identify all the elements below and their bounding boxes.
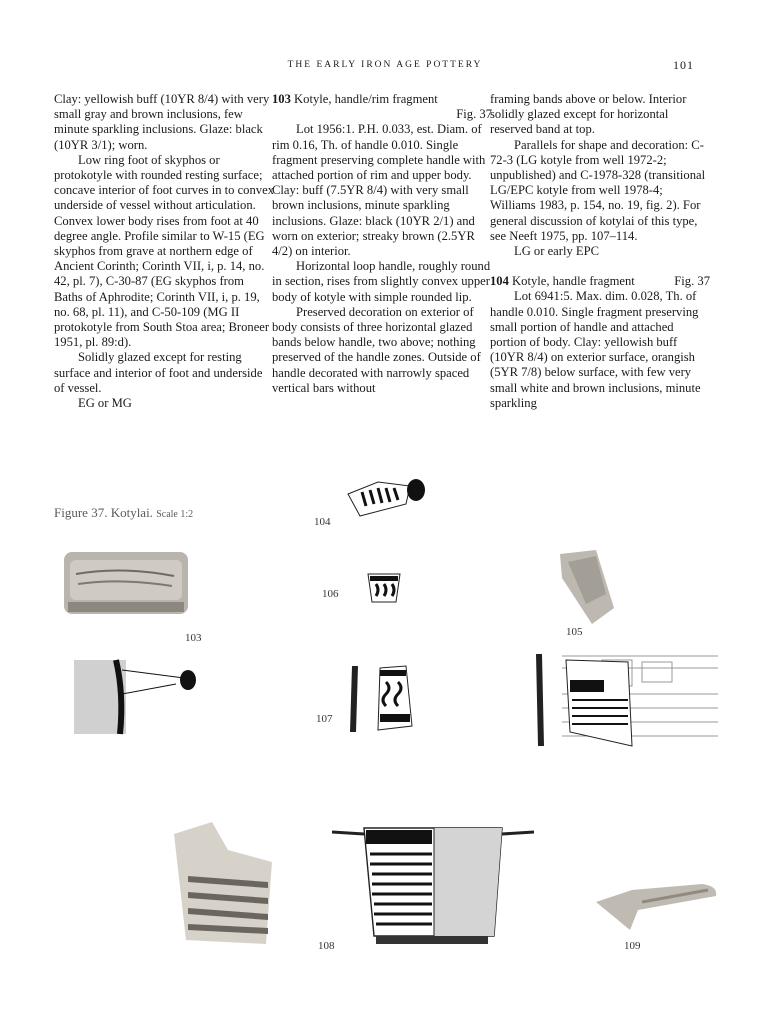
catalog-title: Kotyle, handle/rim fragment — [294, 92, 438, 106]
catalog-number: 104 — [490, 274, 509, 289]
date-attribution: EG or MG — [78, 396, 132, 411]
handle-description: Horizontal loop handle, roughly round in section, rises from slightly convex upper body of kotyle with simple rounded lip. — [272, 259, 491, 304]
figure-label-103: 103 — [185, 632, 202, 644]
sherd-105-photo — [556, 548, 618, 626]
page-number: 101 — [673, 58, 694, 72]
date-attribution: LG or early EPC — [514, 244, 599, 259]
figure-label-109: 109 — [624, 940, 641, 952]
clay-description: Clay: yellowish buff (10YR 8/4) with very small gray and brown inclusions, few minute sparkling inclusions. Glaze: black (10YR 3/1); worn. — [54, 92, 270, 152]
text-column-1 — [54, 92, 274, 411]
catalog-title: Kotyle, handle fragment — [512, 274, 635, 289]
decoration-description: Solidly glazed except for resting surface and interior of foot and underside of vessel. — [54, 350, 263, 395]
continued-text: framing bands above or below. Interior solidly glazed except for horizontal reserved band at top. — [490, 92, 687, 137]
figure-label-108: 108 — [318, 940, 335, 952]
figure-label-104: 104 — [314, 516, 331, 528]
decoration-description: Preserved decoration on exterior of body consists of three horizontal glazed bands below handle, two above; nothing preserved of the handle zones. Outside of handle decorated with narrowly spaced vertical bars without — [272, 304, 481, 395]
figure-title: Figure 37. Kotylai. — [54, 505, 153, 520]
running-head — [0, 58, 770, 74]
parallels-paragraph: Parallels for shape and decoration: C-72-3 (LG kotyle from well 1972-2; unpublished) and C-1978-328 (transitional LG/EPC kotyle from well 1978-4; Williams 1983, p. 154, no. 19, fig. 2). For general discussion of kotylai of this type, see Neeft 1975, pp. 107–114. — [490, 137, 706, 243]
sherd-107-drawing — [346, 660, 420, 742]
figure-reference: Fig. 37 — [456, 107, 492, 122]
kotyle-108-photo — [168, 820, 280, 948]
text-column-3 — [490, 92, 710, 411]
kotyle-103-photo — [62, 546, 190, 622]
entry-details: Lot 1956:1. P.H. 0.033, est. Diam. of rim 0.16, Th. of handle 0.010. Single fragment preserving complete handle with attached portion of rim and upper body. Clay: buff (7.5YR 8/4) with very small brown inclusions, minute sparkling inclusions. Glaze: black (10YR 2/1) and worn on exterior; streaky brown (2.5YR 4/2) on interior. — [272, 122, 486, 259]
figure-caption — [54, 505, 193, 521]
sherd-106-drawing — [366, 570, 404, 606]
figure-label-107: 107 — [316, 713, 333, 725]
figure-reference: Fig. 37 — [674, 274, 710, 289]
sherd-105-drawing — [532, 650, 722, 750]
handle-109-photo — [592, 880, 722, 934]
figure-label-105: 105 — [566, 626, 583, 638]
kotyle-103-profile — [72, 654, 204, 736]
catalog-number: 103 — [272, 92, 291, 106]
running-title: THE EARLY IRON AGE POTTERY — [287, 60, 483, 70]
entry-details: Lot 6941:5. Max. dim. 0.028, Th. of handle 0.010. Single fragment preserving small portion of handle and attached portion of body. Clay: yellowish buff (10YR 8/4) on exterior surface, orangish (5YR 7/8) below surface, with few very small white and brown inclusions, minute sparkling — [490, 289, 701, 410]
shape-description: Low ring foot of skyphos or protokotyle with rounded resting surface; concave interior of foot curves in to convex underside of vessel without articulation. Convex lower body rises from foot at 40 degree angle. Profile similar to W-15 (EG skyphos from grave at northern edge of Ancient Corinth; Corinth VII, i, p. 14, no. 42, pl. 7), C-30-87 (EG skyphos from Baths of Aphrodite; Corinth VII, i, p. 19, no. 68, pl. 11), and C-50-109 (MG II protokotyle from South Stoa area; Broneer 1951, pl. 89:d). — [54, 152, 274, 350]
figure-scale: Scale 1:2 — [156, 509, 194, 520]
catalog-entry-heading — [490, 274, 710, 289]
catalog-entry-heading — [272, 92, 492, 107]
kotyle-108-drawing — [330, 824, 536, 952]
figure-label-106: 106 — [322, 588, 339, 600]
text-column-2 — [272, 92, 492, 396]
sherd-104-drawing — [340, 476, 432, 522]
